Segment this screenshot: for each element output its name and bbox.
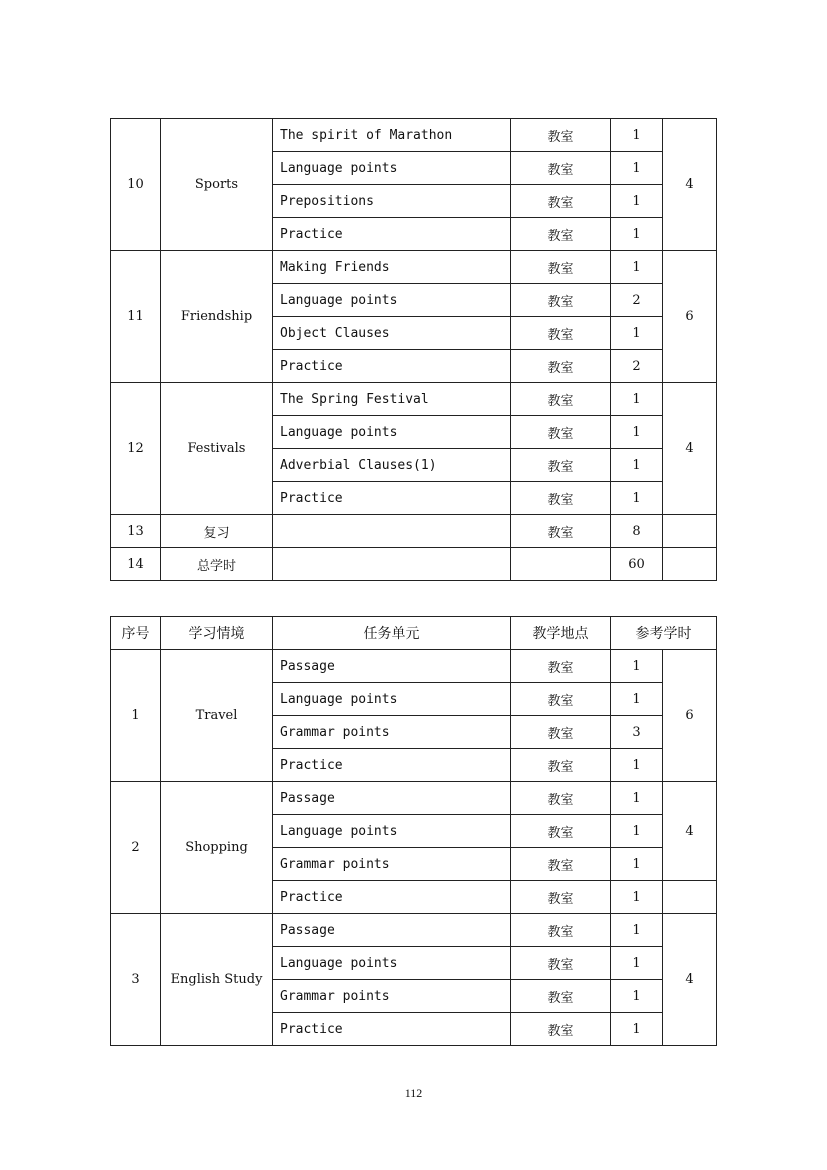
table-row [111, 650, 717, 683]
table-row [111, 119, 717, 152]
unit-number: 2 [111, 782, 161, 914]
teaching-place: 教室 [511, 515, 611, 548]
learning-situation: 复习 [161, 515, 273, 548]
teaching-place: 教室 [511, 284, 611, 317]
header-situation: 学习情境 [161, 617, 273, 650]
task-hours: 1 [611, 218, 663, 251]
header-hours: 参考学时 [611, 617, 717, 650]
task-unit: Grammar points [273, 848, 511, 881]
teaching-place: 教室 [511, 350, 611, 383]
reference-hours-total: 4 [663, 383, 717, 515]
task-hours: 3 [611, 716, 663, 749]
task-hours: 1 [611, 1013, 663, 1046]
task-hours: 1 [611, 185, 663, 218]
task-unit: Adverbial Clauses(1) [273, 449, 511, 482]
learning-situation: Travel [161, 650, 273, 782]
task-unit: Grammar points [273, 716, 511, 749]
task-hours: 1 [611, 848, 663, 881]
teaching-place: 教室 [511, 980, 611, 1013]
task-unit: Language points [273, 152, 511, 185]
teaching-place: 教室 [511, 716, 611, 749]
task-unit: Language points [273, 815, 511, 848]
teaching-place: 教室 [511, 815, 611, 848]
unit-number: 3 [111, 914, 161, 1046]
task-unit: Passage [273, 650, 511, 683]
task-hours: 1 [611, 416, 663, 449]
task-unit: Practice [273, 749, 511, 782]
unit-number: 13 [111, 515, 161, 548]
teaching-place: 教室 [511, 782, 611, 815]
teaching-place: 教室 [511, 383, 611, 416]
task-hours: 1 [611, 152, 663, 185]
reference-hours-total: 6 [663, 650, 717, 782]
empty-cell [663, 881, 717, 914]
task-unit: Practice [273, 350, 511, 383]
total-hours-row [111, 548, 717, 581]
table-row [111, 251, 717, 284]
task-unit: Practice [273, 218, 511, 251]
unit-number: 14 [111, 548, 161, 581]
task-unit: Prepositions [273, 185, 511, 218]
task-hours: 1 [611, 782, 663, 815]
reference-hours-total: 6 [663, 251, 717, 383]
task-hours: 1 [611, 980, 663, 1013]
task-hours: 1 [611, 914, 663, 947]
task-hours: 1 [611, 749, 663, 782]
task-unit: Object Clauses [273, 317, 511, 350]
review-row [111, 515, 717, 548]
task-unit: Language points [273, 416, 511, 449]
task-hours: 1 [611, 251, 663, 284]
learning-situation: Festivals [161, 383, 273, 515]
teaching-place: 教室 [511, 152, 611, 185]
header-place: 教学地点 [511, 617, 611, 650]
teaching-place: 教室 [511, 749, 611, 782]
table-row [111, 383, 717, 416]
unit-number: 10 [111, 119, 161, 251]
unit-number: 1 [111, 650, 161, 782]
task-hours: 1 [611, 815, 663, 848]
task-unit: Practice [273, 1013, 511, 1046]
learning-situation: 总学时 [161, 548, 273, 581]
task-unit: Language points [273, 947, 511, 980]
task-hours: 1 [611, 947, 663, 980]
teaching-place: 教室 [511, 251, 611, 284]
schedule-table-continued [110, 118, 717, 581]
unit-number: 11 [111, 251, 161, 383]
learning-situation: Shopping [161, 782, 273, 914]
task-unit [273, 548, 511, 581]
teaching-place: 教室 [511, 914, 611, 947]
task-unit: The spirit of Marathon [273, 119, 511, 152]
task-unit: Language points [273, 284, 511, 317]
reference-hours-total [663, 515, 717, 548]
task-unit: Practice [273, 881, 511, 914]
teaching-place: 教室 [511, 848, 611, 881]
task-unit: Passage [273, 782, 511, 815]
task-unit: The Spring Festival [273, 383, 511, 416]
header-task: 任务单元 [273, 617, 511, 650]
task-hours: 1 [611, 683, 663, 716]
unit-number: 12 [111, 383, 161, 515]
teaching-place: 教室 [511, 185, 611, 218]
schedule-table [110, 616, 717, 1046]
teaching-place: 教室 [511, 683, 611, 716]
task-hours: 1 [611, 449, 663, 482]
teaching-place: 教室 [511, 218, 611, 251]
teaching-place: 教室 [511, 416, 611, 449]
task-hours: 1 [611, 881, 663, 914]
reference-hours-total: 4 [663, 914, 717, 1046]
task-hours: 1 [611, 119, 663, 152]
task-hours: 1 [611, 317, 663, 350]
table-row [111, 914, 717, 947]
header-no: 序号 [111, 617, 161, 650]
task-unit: Making Friends [273, 251, 511, 284]
reference-hours-total: 4 [663, 782, 717, 881]
learning-situation: English Study [161, 914, 273, 1046]
teaching-place: 教室 [511, 947, 611, 980]
page-number: 112 [404, 1086, 423, 1100]
teaching-place: 教室 [511, 119, 611, 152]
task-unit: Grammar points [273, 980, 511, 1013]
task-unit: Passage [273, 914, 511, 947]
table-header-row [111, 617, 717, 650]
task-hours: 1 [611, 650, 663, 683]
task-unit: Practice [273, 482, 511, 515]
teaching-place: 教室 [511, 1013, 611, 1046]
task-hours: 60 [611, 548, 663, 581]
reference-hours-total [663, 548, 717, 581]
task-hours: 1 [611, 383, 663, 416]
table-row [111, 782, 717, 815]
teaching-place: 教室 [511, 482, 611, 515]
learning-situation: Friendship [161, 251, 273, 383]
teaching-place: 教室 [511, 650, 611, 683]
task-unit [273, 515, 511, 548]
task-hours: 1 [611, 482, 663, 515]
teaching-place: 教室 [511, 449, 611, 482]
teaching-place: 教室 [511, 881, 611, 914]
task-unit: Language points [273, 683, 511, 716]
task-hours: 2 [611, 284, 663, 317]
task-hours: 8 [611, 515, 663, 548]
reference-hours-total: 4 [663, 119, 717, 251]
task-hours: 2 [611, 350, 663, 383]
learning-situation: Sports [161, 119, 273, 251]
teaching-place [511, 548, 611, 581]
teaching-place: 教室 [511, 317, 611, 350]
